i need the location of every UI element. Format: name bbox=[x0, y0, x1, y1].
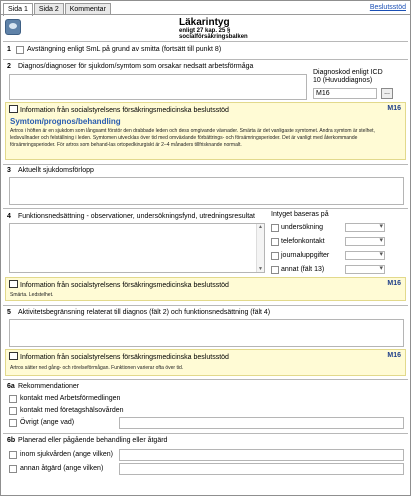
beslutsstod-link[interactable]: Beslutsstöd bbox=[369, 4, 406, 11]
function-textarea[interactable] bbox=[9, 223, 265, 273]
info-text: Artros i höften är en sjukdom som långsamt förstör den drabbade leden och dess omgivande vävnader. Smärta är det vanligaste symtomet. Andra symtom är stelhet, ledsvullnader och felställning i leden. Symtomen utvecklas över tid med omväxlande förbättrings- och försämringsperioder. Det är vanligt med återkommande försämringsperioder. För artros som behand-las ortopedkirurgiskt är 2–4 månaders tillfrisknande normalt. bbox=[10, 128, 375, 148]
subtitle-balken: socialförsäkringsbalken bbox=[179, 34, 248, 40]
treatment-annan-input[interactable] bbox=[119, 463, 404, 475]
info-book-icon bbox=[9, 105, 18, 113]
treatment-sjukvard-input[interactable] bbox=[119, 449, 404, 461]
tab-kommentar[interactable]: Kommentar bbox=[65, 3, 111, 15]
basis-journal-label: journaluppgifter bbox=[281, 252, 330, 259]
divider bbox=[3, 41, 408, 42]
function-scrollbar[interactable] bbox=[256, 224, 264, 272]
basis-telefon-checkbox[interactable] bbox=[271, 238, 279, 246]
divider bbox=[3, 379, 408, 380]
treatment-annan-checkbox[interactable] bbox=[9, 465, 17, 473]
activity-label: Aktivitetsbegränsning relaterat till diagnos (fält 2) och funktionsnedsättning (fält 4) bbox=[18, 309, 271, 316]
info-heading: Symtom/prognos/behandling bbox=[10, 117, 121, 126]
basis-journal-date-dropdown[interactable] bbox=[345, 251, 385, 260]
basis-annat-date-dropdown[interactable] bbox=[345, 265, 385, 274]
basis-annat-checkbox[interactable] bbox=[271, 266, 279, 274]
smittskydd-checkbox[interactable] bbox=[16, 46, 24, 54]
diagnosis-code-search-button[interactable]: ... bbox=[381, 88, 393, 99]
course-label: Aktuellt sjukdomsförlopp bbox=[18, 167, 94, 174]
divider bbox=[3, 433, 408, 434]
form-title bbox=[179, 17, 248, 40]
smittskydd-label: Avstängning enligt SmL på grund av smitta (fortsätt till punkt 8) bbox=[27, 46, 222, 53]
subtitle-law: enligt 27 kap. 25 § bbox=[179, 28, 231, 34]
diagnosis-textarea[interactable] bbox=[9, 74, 307, 100]
basis-journal-checkbox[interactable] bbox=[271, 252, 279, 260]
basis-telefon-date-dropdown[interactable] bbox=[345, 237, 385, 246]
function-label: Funktionsnedsättning - observationer, undersökningsfynd, utredningsresultat bbox=[18, 213, 255, 220]
scroll-up-arrow-icon[interactable]: ▲ bbox=[258, 224, 263, 230]
diagnosis-code-label: Diagnoskod enligt ICD 10 (Huvuddiagnos) bbox=[313, 69, 383, 84]
rec-ovrigt-checkbox[interactable] bbox=[9, 419, 17, 427]
activity-textarea[interactable] bbox=[9, 319, 404, 347]
basis-annat-label: annat (fält 13) bbox=[281, 266, 325, 273]
tab-sida-2[interactable]: Sida 2 bbox=[34, 3, 64, 15]
info-text: Artros sätter ned gång- och rörelseförmågan. Funktionen varierar ofta över tid. bbox=[10, 365, 184, 371]
treatment-label: Planerad eller pågående behandling eller åtgärd bbox=[18, 437, 168, 444]
treatment-sjukvard-label: inom sjukvården (ange vilken) bbox=[20, 451, 113, 458]
basis-undersokning-label: undersökning bbox=[281, 224, 324, 231]
section-6b-number: 6b bbox=[7, 437, 16, 444]
basis-undersokning-checkbox[interactable] bbox=[271, 224, 279, 232]
info-panel-function bbox=[5, 277, 406, 301]
info-book-icon bbox=[9, 352, 18, 360]
section-4-number: 4 bbox=[7, 213, 11, 220]
rec-foretagshalsovard-checkbox[interactable] bbox=[9, 407, 17, 415]
diagnosis-label: Diagnos/diagnoser för sjukdom/symtom som orsakar nedsatt arbetsförmåga bbox=[18, 63, 254, 70]
info-title-text: Information från socialstyrelsens försäkringsmedicinska beslutsstöd bbox=[20, 107, 229, 114]
info-title bbox=[9, 105, 229, 114]
info-text: Smärta. Ledstelhet. bbox=[10, 292, 54, 298]
tab-divider bbox=[1, 14, 410, 15]
rec-foretagshalsovard-label: kontakt med företagshälsovården bbox=[20, 407, 124, 414]
scroll-down-arrow-icon[interactable]: ▼ bbox=[258, 266, 263, 272]
section-6a-number: 6a bbox=[7, 383, 15, 390]
form-icon bbox=[5, 19, 21, 35]
rec-arbetsformedlingen-checkbox[interactable] bbox=[9, 395, 17, 403]
basis-undersokning-date-dropdown[interactable] bbox=[345, 223, 385, 232]
info-panel-diagnosis bbox=[5, 102, 406, 160]
rec-ovrigt-label: Övrigt (ange vad) bbox=[20, 419, 75, 426]
section-3-number: 3 bbox=[7, 167, 11, 174]
treatment-annan-label: annan åtgärd (ange vilken) bbox=[20, 465, 104, 472]
title-text: Läkarintyg bbox=[179, 17, 230, 28]
basis-label: Intyget baseras på bbox=[271, 211, 329, 218]
recommendations-label: Rekommendationer bbox=[18, 383, 80, 390]
info-title-text: Information från socialstyrelsens försäkringsmedicinska beslutsstöd bbox=[20, 282, 229, 289]
info-panel-activity bbox=[5, 349, 406, 376]
divider bbox=[3, 164, 408, 165]
info-title bbox=[9, 352, 229, 361]
section-1-number: 1 bbox=[7, 46, 11, 53]
divider bbox=[3, 208, 408, 209]
tab-sida-1[interactable]: Sida 1 bbox=[3, 3, 33, 16]
diagnosis-code-input[interactable]: M16 bbox=[313, 88, 377, 99]
rec-arbetsformedlingen-label: kontakt med Arbetsförmedlingen bbox=[20, 395, 121, 402]
info-code: M16 bbox=[387, 105, 401, 112]
info-title-text: Information från socialstyrelsens försäkringsmedicinska beslutsstöd bbox=[20, 354, 229, 361]
section-5-number: 5 bbox=[7, 309, 11, 316]
course-textarea[interactable] bbox=[9, 177, 404, 205]
divider bbox=[3, 59, 408, 60]
info-book-icon bbox=[9, 280, 18, 288]
info-code: M16 bbox=[387, 352, 401, 359]
info-code: M16 bbox=[387, 280, 401, 287]
section-2-number: 2 bbox=[7, 63, 11, 70]
treatment-sjukvard-checkbox[interactable] bbox=[9, 451, 17, 459]
rec-ovrigt-input[interactable] bbox=[119, 417, 404, 429]
basis-telefon-label: telefonkontakt bbox=[281, 238, 325, 245]
divider bbox=[3, 305, 408, 306]
info-title bbox=[9, 280, 229, 289]
